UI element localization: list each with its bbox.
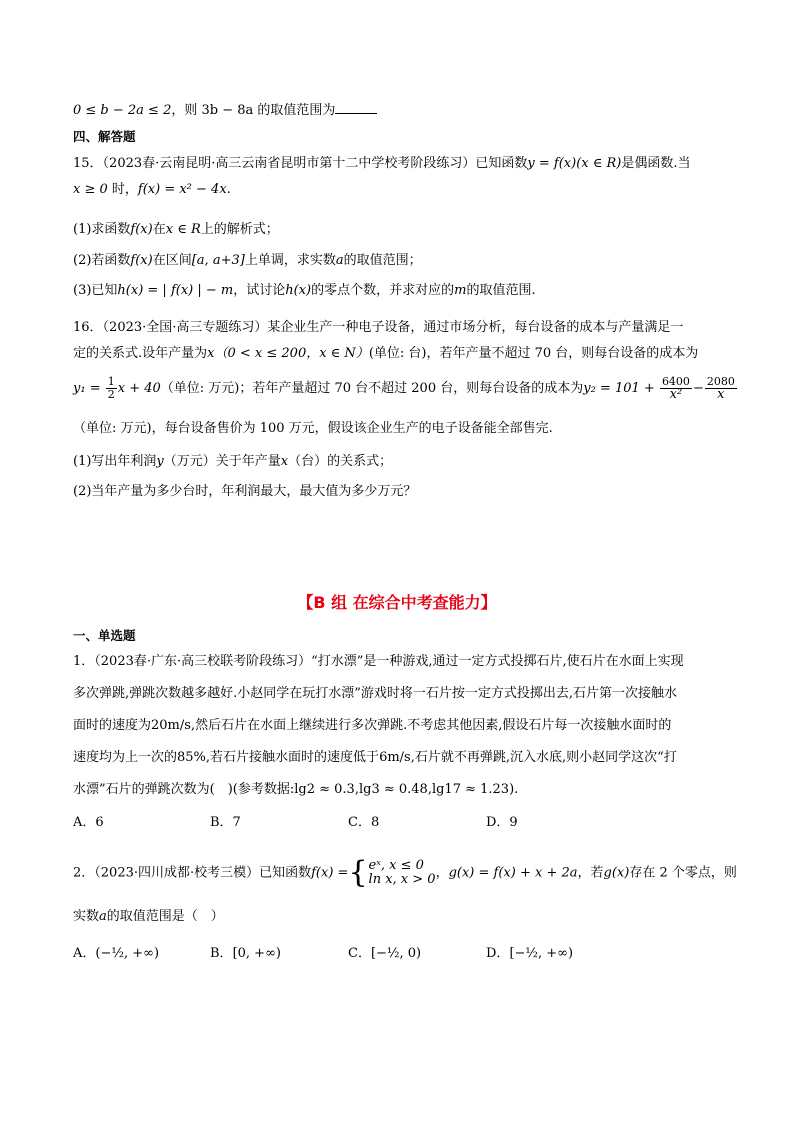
q16-line3: y₁ = $\frac{1}{2}$ x + 40（单位: 万元)；若年产量超过 70 台不超过 200 台，则每台设备的成本为y₂ = 101 + $\frac{6400}{\text{x²}}$ − $\frac{2080}{x}$ — [73, 375, 735, 402]
carry-over-text: ，则 3b − 8a 的取值范围为 — [171, 103, 336, 118]
b1-option-b[interactable]: B．7 — [210, 815, 241, 830]
b1-option-a[interactable]: A．6 — [73, 815, 104, 830]
q15-line1: 15．（2023春·云南昆明·高三云南省昆明市第十二中学校考阶段练习）已知函数y = f(x)(x ∈ R)是偶函数.当 — [73, 156, 691, 171]
b1-line5: 水漂”石片的弹跳次数为( )(参考数据:lg2 ≈ 0.3,lg3 ≈ 0.48,lg17 ≈ 1.23). — [73, 782, 519, 797]
group-b-title: 【B 组 在综合中考查能力】 — [297, 593, 497, 612]
q15-line2: x ≥ 0 时，f(x) = x² − 4x. — [73, 182, 231, 197]
b1-line1: 1．（2023春·广东·高三校联考阶段练习）“打水漂”是一种游戏,通过一定方式投掷石片,使石片在水面上实现 — [73, 654, 684, 669]
b1-option-d[interactable]: D．9 — [486, 815, 518, 830]
fraction-2080: $\frac{2080}{x}$ — [706, 375, 735, 402]
q16-part2: (2)当年产量为多少台时，年利润最大，最大值为多少万元？ — [73, 484, 417, 499]
b2-option-d[interactable]: D．[−½, +∞) — [486, 946, 574, 961]
q15-source: （2023春·云南昆明·高三云南省昆明市第十二中学校考阶段练习）已知函数 — [102, 156, 528, 171]
b1-line3: 面时的速度为20m/s,然后石片在水面上继续进行多次弹跳.不考虑其他因素,假设石片每一次接触水面时的 — [73, 718, 672, 733]
section-heading-answers: 四、解答题 — [73, 129, 136, 144]
q16-line4: （单位: 万元)，每台设备售价为 100 万元，假设该企业生产的电子设备能全部售完. — [73, 421, 553, 436]
q15-part2: (2)若函数f(x)在区间[a, a+3]上单调，求实数a的取值范围； — [73, 253, 422, 268]
brace: { — [348, 855, 368, 890]
section-heading-single-choice: 一、单选题 — [73, 628, 136, 643]
b2-option-b[interactable]: B．[0, +∞) — [210, 946, 281, 961]
fraction-6400: $\frac{6400}{\text{x²}}$ — [661, 375, 690, 402]
b2-line2: 实数a的取值范围是（ ） — [73, 909, 224, 924]
q15-part3: (3)已知h(x) = | f(x) | − m，试讨论h(x)的零点个数，并求对应的m的取值范围. — [73, 283, 536, 298]
q16-part1: (1)写出年利润y（万元）关于年产量x（台）的关系式； — [73, 454, 393, 469]
q15-func: y = f(x)(x ∈ R) — [527, 156, 622, 171]
inequality: 0 ≤ b − 2a ≤ 2 — [73, 103, 172, 118]
b2-option-a[interactable]: A．(−½, +∞) — [73, 946, 160, 961]
q16-line2: 定的关系式.设年产量为x（0 < x ≤ 200，x ∈ N）(单位: 台)，若年产量不超过 70 台，则每台设备的成本为 — [73, 346, 699, 361]
b1-line4: 速度均为上一次的85%,若石片接触水面时的速度低于6m/s,石片就不再弹跳,沉入水底,则小赵同学这次“打 — [73, 750, 677, 765]
q16-line1: 16．（2023·全国·高三专题练习）某企业生产一种电子设备，通过市场分析，每台设备的成本与产量满足一 — [73, 320, 684, 335]
piecewise-cases: eˣ, x ≤ 0 ln x, x > 0 — [368, 858, 436, 887]
carry-over-line — [73, 101, 377, 121]
q15-part1: (1)求函数f(x)在x ∈ R上的解析式； — [73, 222, 279, 237]
b1-option-c[interactable]: C．8 — [348, 815, 380, 830]
b2-option-c[interactable]: C．[−½, 0) — [348, 946, 422, 961]
answer-blank[interactable] — [335, 101, 377, 114]
b2-line1: 2．（2023·四川成都·校考三模）已知函数f(x) ={ eˣ, x ≤ 0 ln x, x > 0 ，g(x) = f(x) + x + 2a，若g(x)存在 2 个零点，则 — [73, 855, 737, 890]
b1-line2: 多次弹跳,弹跳次数越多越好.小赵同学在玩打水漂”游戏时将一石片按一定方式投掷出去,石片第一次接触水 — [73, 686, 678, 701]
fraction-half: $\frac{1}{2}$ — [107, 375, 115, 401]
